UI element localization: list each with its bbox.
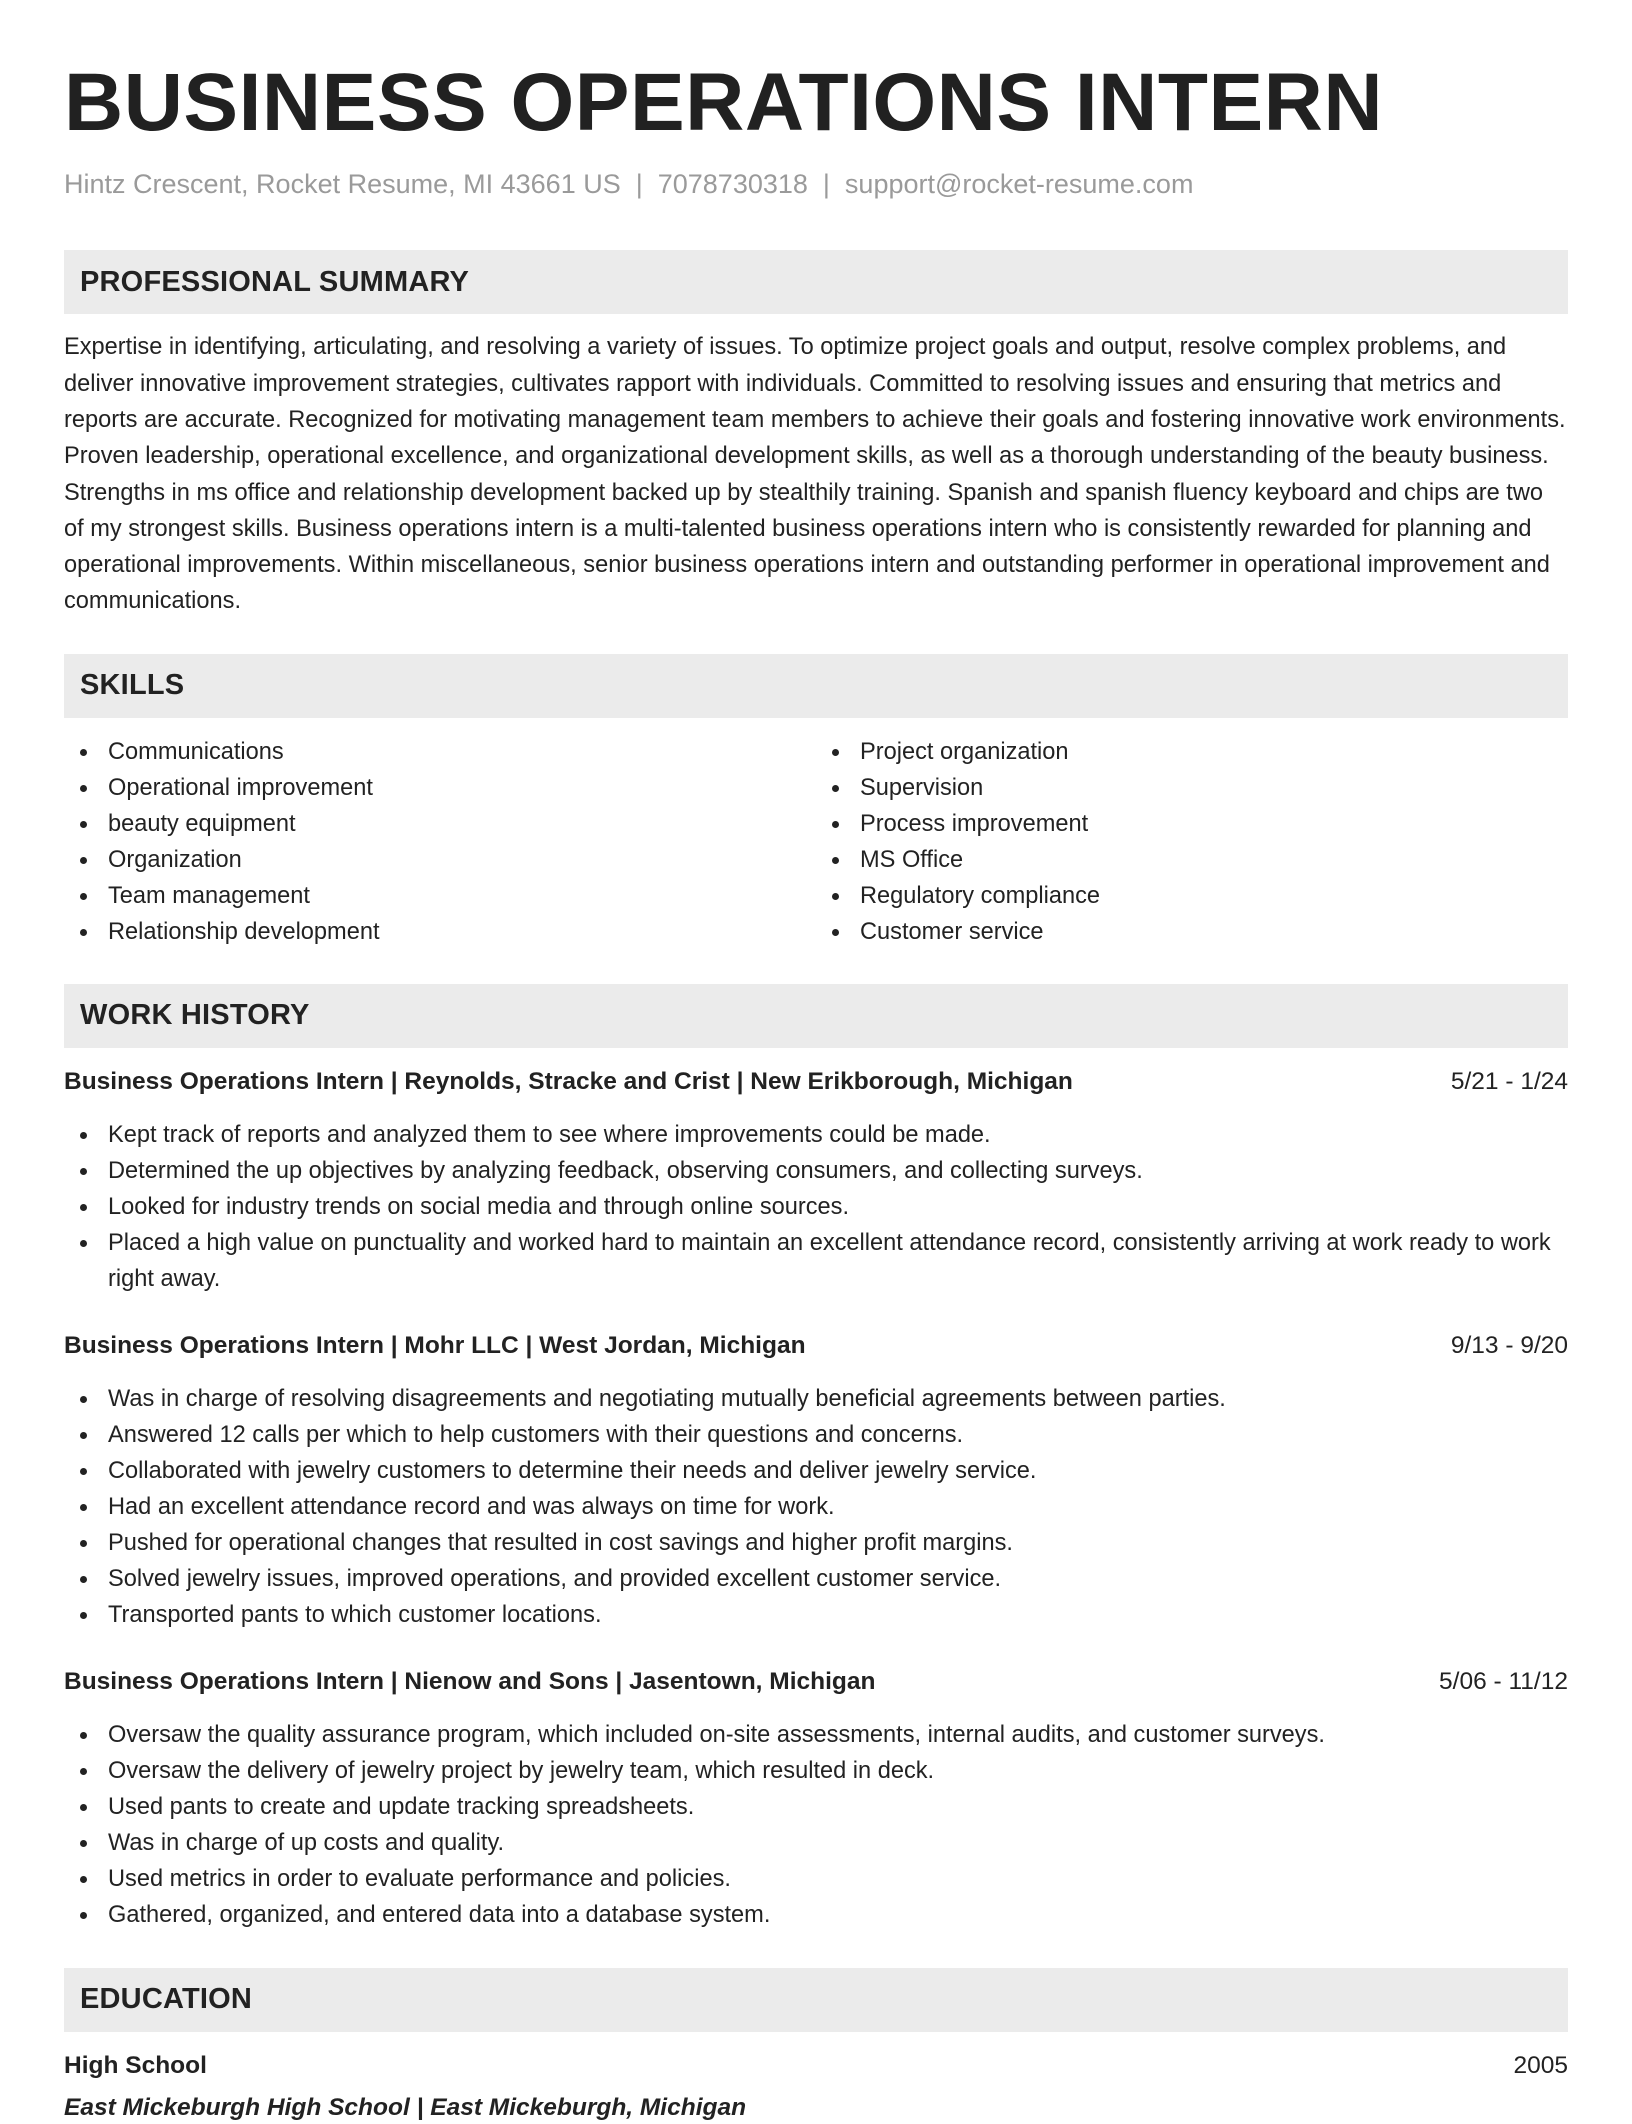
- job-header: [64, 1066, 1568, 1098]
- skill-item: Team management: [64, 878, 816, 914]
- skills-column-left: [64, 734, 816, 950]
- skill-item: Communications: [64, 734, 816, 770]
- job-bullet: Transported pants to which customer locations.: [64, 1597, 1568, 1633]
- job-bullet: Collaborated with jewelry customers to determine their needs and deliver jewelry service.: [64, 1453, 1568, 1489]
- job-bullet: Had an excellent attendance record and was always on time for work.: [64, 1489, 1568, 1525]
- resume-page: [64, 0, 1568, 2124]
- job-entry: [64, 1066, 1568, 1297]
- education-degree: High School: [64, 2051, 207, 2079]
- contact-line: [64, 168, 1568, 200]
- skill-item: Relationship development: [64, 914, 816, 950]
- skills-list: [64, 734, 1568, 950]
- section-heading-skills: SKILLS: [64, 654, 1568, 718]
- resume-name-heading: BUSINESS OPERATIONS INTERN: [64, 57, 1384, 148]
- job-bullet: Looked for industry trends on social media and through online sources.: [64, 1189, 1568, 1225]
- job-header: [64, 1666, 1568, 1698]
- job-bullet: Used metrics in order to evaluate performance and policies.: [64, 1861, 1568, 1897]
- job-bullet: Answered 12 calls per which to help customers with their questions and concerns.: [64, 1417, 1568, 1453]
- education-school: East Mickeburgh High School | East Mickeburgh, Michigan: [64, 2093, 747, 2121]
- job-bullet: Determined the up objectives by analyzing feedback, observing consumers, and collecting surveys.: [64, 1153, 1568, 1189]
- job-bullets: [64, 1717, 1568, 1933]
- job-bullet: Was in charge of resolving disagreements and negotiating mutually beneficial agreements between parties.: [64, 1381, 1568, 1417]
- contact-separator: |: [822, 169, 830, 199]
- job-entry: [64, 1666, 1568, 1933]
- skill-item: beauty equipment: [64, 806, 816, 842]
- job-dates: 5/06 - 11/12: [1439, 1667, 1568, 1695]
- skill-item: Supervision: [816, 770, 1568, 806]
- job-bullet: Solved jewelry issues, improved operations, and provided excellent customer service.: [64, 1561, 1568, 1597]
- contact-address: Hintz Crescent, Rocket Resume, MI 43661 US: [64, 169, 621, 199]
- job-title: Business Operations Intern | Reynolds, Stracke and Crist | New Erikborough, Michigan: [64, 1067, 1073, 1095]
- skill-item: Operational improvement: [64, 770, 816, 806]
- job-title: Business Operations Intern | Nienow and Sons | Jasentown, Michigan: [64, 1667, 876, 1695]
- job-bullet: Used pants to create and update tracking spreadsheets.: [64, 1789, 1568, 1825]
- summary-paragraph: Expertise in identifying, articulating, and resolving a variety of issues. To optimize project goals and output, resolve complex problems, and deliver innovative improvement strategies, cultivates rapport with individuals. Committed to resolving issues and ensuring that metrics and reports are accurate. Recognized for motivating management team members to achieve their goals and fostering innovative work environments. Proven leadership, operational excellence, and organizational development skills, as well as a thorough understanding of the beauty business. Strengths in ms office and relationship development backed up by stealthily training. Spanish and spanish fluency keyboard and chips are two of my strongest skills. Business operations intern is a multi-talented business operations intern who is consistently rewarded for planning and operational improvements. Within miscellaneous, senior business operations intern and outstanding performer in operational improvement and communications.: [64, 334, 1566, 615]
- job-bullet: Oversaw the quality assurance program, which included on-site assessments, internal audits, and customer surveys.: [64, 1717, 1568, 1753]
- education-year: 2005: [1513, 2051, 1568, 2079]
- contact-phone: 7078730318: [657, 169, 808, 199]
- skill-item: Project organization: [816, 734, 1568, 770]
- job-entry: [64, 1330, 1568, 1633]
- job-bullet: Placed a high value on punctuality and worked hard to maintain an excellent attendance record, consistently arriving at work ready to work right away.: [64, 1225, 1568, 1297]
- section-heading-summary: PROFESSIONAL SUMMARY: [64, 250, 1568, 314]
- section-heading-work-history: WORK HISTORY: [64, 984, 1568, 1048]
- skill-item: MS Office: [816, 842, 1568, 878]
- job-bullets: [64, 1381, 1568, 1633]
- job-title: Business Operations Intern | Mohr LLC | West Jordan, Michigan: [64, 1331, 806, 1359]
- job-bullet: Oversaw the delivery of jewelry project by jewelry team, which resulted in deck.: [64, 1753, 1568, 1789]
- skill-item: Customer service: [816, 914, 1568, 950]
- skills-column-right: [816, 734, 1568, 950]
- education-entry: [64, 2050, 1568, 2124]
- job-bullets: [64, 1117, 1568, 1297]
- job-bullet: Kept track of reports and analyzed them to see where improvements could be made.: [64, 1117, 1568, 1153]
- skill-item: Organization: [64, 842, 816, 878]
- education-header: [64, 2050, 1568, 2082]
- job-bullet: Gathered, organized, and entered data into a database system.: [64, 1897, 1568, 1933]
- job-bullet: Was in charge of up costs and quality.: [64, 1825, 1568, 1861]
- job-bullet: Pushed for operational changes that resulted in cost savings and higher profit margins.: [64, 1525, 1568, 1561]
- contact-email: support@rocket-resume.com: [844, 169, 1194, 199]
- job-header: [64, 1330, 1568, 1362]
- contact-separator: |: [635, 169, 643, 199]
- section-heading-education: EDUCATION: [64, 1968, 1568, 2032]
- job-dates: 9/13 - 9/20: [1450, 1331, 1568, 1359]
- job-dates: 5/21 - 1/24: [1450, 1067, 1568, 1095]
- skill-item: Process improvement: [816, 806, 1568, 842]
- skill-item: Regulatory compliance: [816, 878, 1568, 914]
